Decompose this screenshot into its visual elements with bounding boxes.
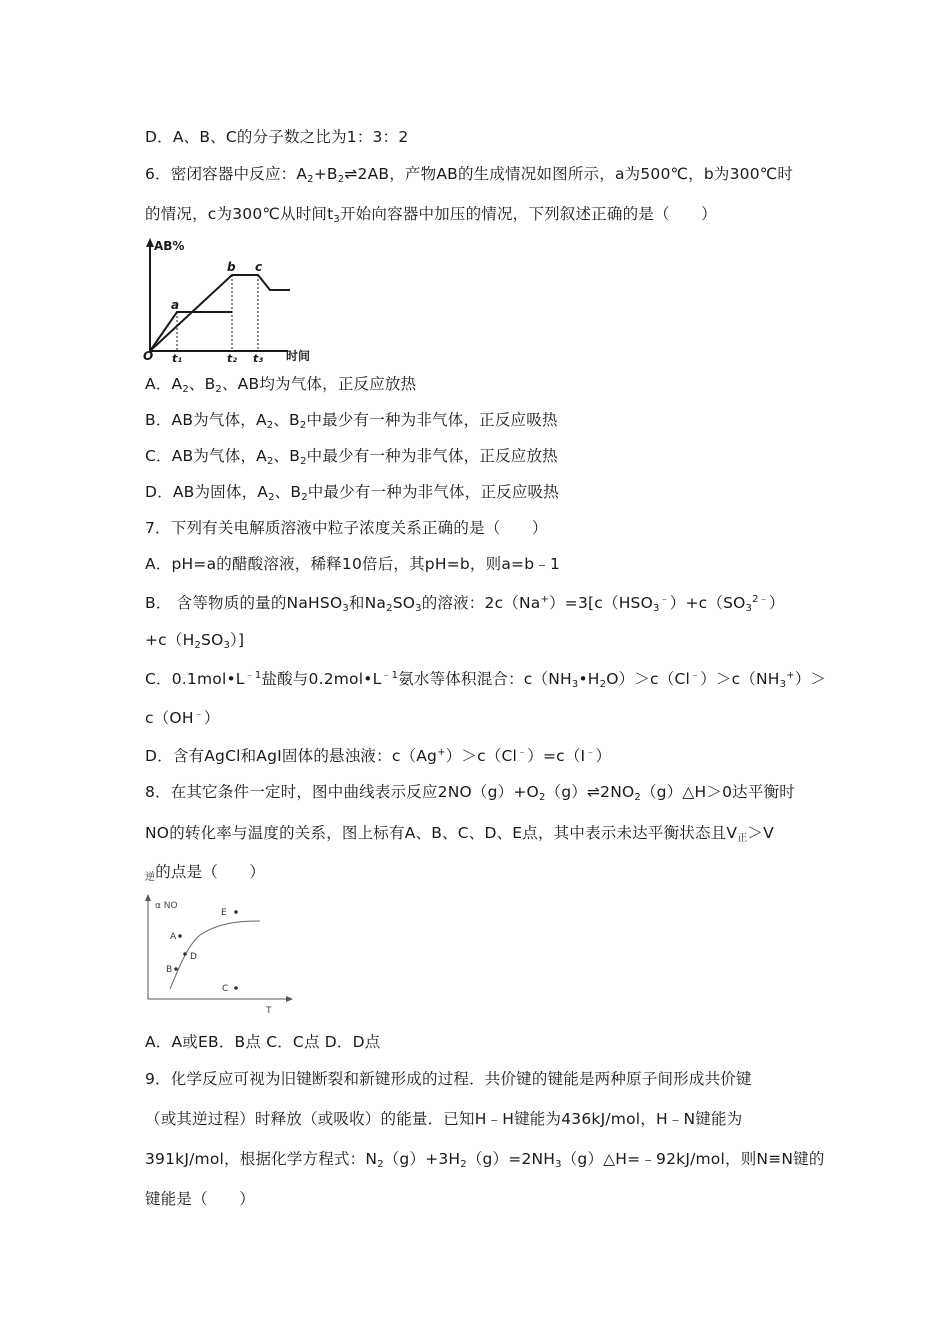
q7-option-b-line2: $+c(H_2SO_3)$]: [145, 631, 245, 651]
q8-point-a: [178, 934, 182, 938]
q8-label-c: C: [222, 984, 229, 994]
q6-tick-t1: t₁: [172, 352, 183, 365]
q8-ylabel: α NO: [155, 901, 178, 911]
q8-stem-line1: 8．在其它条件一定时，图中曲线表示反应$2NO(g)+O_2(g)\rightleftharpoons 2NO_2(g)\triangle H>0$达平衡时: [145, 783, 795, 803]
q6-tick-t3: t₃: [253, 352, 264, 365]
q9-stem-line1: 9．化学反应可视为旧键断裂和新键形成的过程．共价键的键能是两种原子间形成共价键: [145, 1070, 752, 1088]
q6-curve-a: [150, 312, 232, 351]
q7-stem: 7．下列有关电解质溶液中粒子浓度关系正确的是（ ）: [145, 519, 548, 537]
q8-point-c: [234, 986, 238, 990]
q6-stem-line1: 6．密闭容器中反应：$A_2+B_2\rightleftharpoons 2AB$，产物AB的生成情况如图所示，a为500℃，b为300℃时: [145, 165, 794, 185]
q9-stem-line3: 391kJ/mol，根据化学方程式：$N_2(g)+3H_2(g)=2NH_3(g)\triangle H=﹣92kJ$/mol，则N≡N键的: [145, 1150, 825, 1170]
q6-option-a: A．$A_2$、$B_2$、AB均为气体，正反应放热: [145, 375, 417, 395]
q8-stem-line2: NO的转化率与温度的关系，图上标有A、B、C、D、E点，其中表示未达平衡状态且$V_正>V$: [145, 824, 774, 844]
q6-origin: O: [143, 349, 154, 363]
q8-label-b: B: [166, 965, 173, 975]
q6-stem-line2: 的情况，c为300℃从时间$t_3$开始向容器中加压的情况，下列叙述正确的是（ ）: [145, 205, 717, 225]
q8-xlabel: T: [266, 1006, 272, 1016]
q5-option-d: D．A、B、C的分子数之比为1：3：2: [145, 128, 409, 146]
q9-stem-line2: （或其逆过程）时释放（或吸收）的能量．已知H﹣H键能为436kJ/mol，H﹣N键能为: [145, 1110, 743, 1128]
q7-option-a: A．pH=a的醋酸溶液，稀释10倍后，其pH=b，则a=b﹣1: [145, 555, 561, 573]
q8-options: A．A或EB．B点 C．C点 D．D点: [145, 1033, 381, 1051]
q8-point-e: [234, 910, 238, 914]
q6-xlabel: 时间: [286, 349, 311, 363]
q8-label-a: A: [170, 932, 177, 942]
q6-label-b: b: [227, 260, 236, 274]
q8-label-e: E: [221, 908, 227, 918]
q6-ylabel: AB%: [154, 239, 185, 253]
q7-option-d: D．含有AgCl和AgI固体的悬浊液：c（Ag+）＞c（Cl﹣）=c（I﹣）: [145, 747, 612, 765]
q6-tick-t2: t₂: [227, 352, 238, 365]
q6-label-c: c: [255, 260, 263, 274]
q6-figure: [140, 236, 320, 366]
q6-label-a: a: [171, 298, 180, 312]
q8-point-d: [183, 952, 187, 956]
q7-option-b-line1: B． 含等物质的量的NaHSO$_3$和$Na_2SO_3$的溶液：$2c(Na^+)=3[c(HSO_3^﹣)+c(SO_3^{2﹣})$: [145, 594, 785, 614]
q6-option-b: B．AB为气体，$A_2$、$B_2$中最少有一种为非气体，正反应吸热: [145, 411, 558, 431]
q8-label-d: D: [190, 952, 197, 962]
q6-y-arrow: [146, 238, 154, 247]
q6-option-d: D．AB为固体，$A_2$、$B_2$中最少有一种为非气体，正反应吸热: [145, 483, 559, 503]
q8-figure: [140, 893, 300, 1018]
q8-curve: [170, 921, 260, 989]
q8-point-b: [174, 967, 178, 971]
q8-stem-line3: $_逆$的点是（ ）: [145, 863, 266, 883]
q6-option-c: C．AB为气体，$A_2$、$B_2$中最少有一种为非气体，正反应放热: [145, 447, 558, 467]
q9-stem-line4: 键能是（ ）: [145, 1190, 255, 1208]
q7-option-c-line2: c（OH﹣）: [145, 709, 220, 727]
q7-option-c-line1: C．$0.1mol•L^{﹣1}$盐酸与$0.2mol•L^{﹣1}$氨水等体积混合：$c(NH_3•H_2O)>c(Cl^﹣)>c(NH_3^+)>$: [145, 670, 827, 690]
